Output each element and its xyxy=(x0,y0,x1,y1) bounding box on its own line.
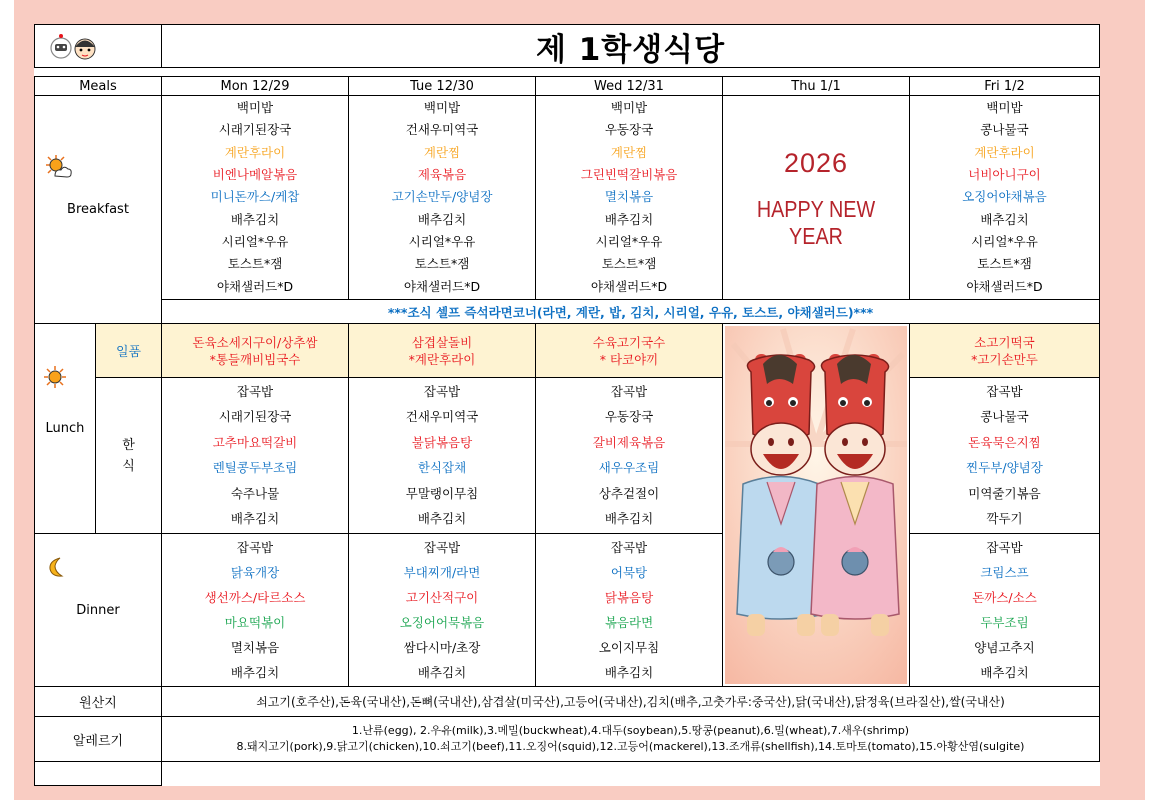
menu-item: 토스트*잼 xyxy=(977,256,1032,272)
menu-item: 잡곡밥 xyxy=(236,539,274,555)
breakfast-mon-cell xyxy=(161,95,349,300)
menu-item: 시리얼*우유 xyxy=(595,234,663,250)
menu-item: 잡곡밥 xyxy=(610,539,648,555)
menu-item: 미니돈까스/케찹 xyxy=(210,189,300,205)
ilpum-mon-cell xyxy=(161,323,349,378)
menu-item: 오이지무침 xyxy=(598,639,660,655)
menu-item: 오징어어묵볶음 xyxy=(399,614,485,630)
menu-item: 백미밥 xyxy=(986,100,1023,116)
breakfast-wed-cell xyxy=(535,95,723,300)
menu-item: 부대찌개/라면 xyxy=(403,564,481,580)
menu-item: 우동장국 xyxy=(604,409,654,425)
menu-item: 계란찜 xyxy=(610,144,648,160)
holiday-year: 2026 xyxy=(783,148,849,178)
menu-item: 잡곡밥 xyxy=(610,383,648,399)
menu-item: 제육볶음 xyxy=(417,167,467,183)
menu-item: 잡곡밥 xyxy=(986,539,1023,555)
menu-item: 닭볶음탕 xyxy=(604,589,654,605)
breakfast-label: Breakfast xyxy=(67,202,129,217)
menu-item: 콩나물국 xyxy=(980,409,1029,425)
page-title: 제 1학생식당 xyxy=(161,24,1100,68)
menu-item: 고기손만두/양념장 xyxy=(391,189,493,205)
holiday-banner-cell xyxy=(722,95,910,300)
breakfast-tue-cell xyxy=(348,95,536,300)
menu-item: 백미밥 xyxy=(423,100,461,116)
menu-item: 시래기된장국 xyxy=(218,409,292,425)
moon-icon xyxy=(47,556,67,578)
menu-item: 고기산적구이 xyxy=(405,589,479,605)
hansik-label-char: 식 xyxy=(122,458,135,474)
menu-item: 잡곡밥 xyxy=(986,383,1023,399)
lunch-mon-cell xyxy=(161,377,349,534)
menu-item: 배추김치 xyxy=(230,211,280,227)
menu-item: 계란후라이 xyxy=(224,144,286,160)
menu-item: 배추김치 xyxy=(230,664,280,680)
menu-item: 렌틸콩두부조림 xyxy=(212,460,298,476)
menu-item: 쌈다시마/초장 xyxy=(403,639,481,655)
menu-item: 불닭볶음탕 xyxy=(411,434,473,450)
allergy-line: 8.돼지고기(pork),9.닭고기(chicken),10.쇠고기(beef),11.오징어(squid),12.고등어(mackerel),13.조개류(shellfish),14.토마토(tomato),15.아황산염(sulgite) xyxy=(236,740,1025,753)
menu-item: 잡곡밥 xyxy=(423,539,461,555)
menu-item: 미역줄기볶음 xyxy=(968,485,1041,501)
ilpum-fri-cell xyxy=(909,323,1100,378)
lunch-fri-cell xyxy=(909,377,1100,534)
menu-item: 비엔나메알볶음 xyxy=(212,167,298,183)
dinner-fri-cell xyxy=(909,533,1100,687)
allergy-label: 알레르기 xyxy=(34,716,162,762)
allergy-info xyxy=(161,716,1100,762)
menu-item: 한식잡채 xyxy=(417,460,467,476)
logo-cell xyxy=(34,24,162,68)
menu-item: 깍두기 xyxy=(986,511,1023,527)
ilpum-tue-cell xyxy=(348,323,536,378)
menu-item: 닭육개장 xyxy=(230,564,280,580)
dinner-wed-cell xyxy=(535,533,723,687)
dinner-tue-cell xyxy=(348,533,536,687)
menu-item: 새우우조림 xyxy=(598,460,660,476)
menu-item: 토스트*잼 xyxy=(601,256,657,272)
lunch-tue-cell xyxy=(348,377,536,534)
ilpum-dish: 돈육소세지구이/상추쌈 xyxy=(192,334,318,350)
menu-item: 양념고추지 xyxy=(974,639,1035,655)
menu-item: 크림스프 xyxy=(980,564,1029,580)
menu-item: 야채샐러드*D xyxy=(966,278,1043,294)
hansik-label-cell xyxy=(95,377,162,534)
ilpum-dish: * 타코야끼 xyxy=(599,351,659,367)
menu-item: 건새우미역국 xyxy=(405,409,479,425)
menu-item: 야채샐러드*D xyxy=(216,278,294,294)
header-day-mon: Mon 12/29 xyxy=(161,76,349,96)
horse-mascots-illustration xyxy=(723,324,909,686)
menu-item: 배추김치 xyxy=(417,511,467,527)
ilpum-dish: 수육고기국수 xyxy=(592,334,666,350)
lunch-wed-cell xyxy=(535,377,723,534)
origin-text: 쇠고기(호주산),돈육(국내산),돈뼈(국내산),삼겹살(미국산),고등어(국내산),김치(배추,고춧가루:중국산),닭(국내산),닭정육(브라질산),쌀(국내산) xyxy=(161,686,1100,717)
menu-item: 백미밥 xyxy=(610,100,648,116)
header-meals: Meals xyxy=(34,76,162,96)
ilpum-wed-cell xyxy=(535,323,723,378)
menu-item: 오징어야채볶음 xyxy=(962,189,1047,205)
menu-item: 생선까스/타르소스 xyxy=(204,589,306,605)
menu-item: 찐두부/양념장 xyxy=(966,460,1043,476)
menu-item: 숙주나물 xyxy=(230,485,280,501)
footer-empty-right xyxy=(161,761,1100,786)
menu-item: 시리얼*우유 xyxy=(971,234,1038,250)
menu-item: 멸치볶음 xyxy=(604,189,654,205)
menu-item: 시리얼*우유 xyxy=(221,234,289,250)
menu-item: 계란찜 xyxy=(423,144,461,160)
ilpum-dish: *통들깨비빔국수 xyxy=(209,351,301,367)
holiday-illustration-cell xyxy=(722,323,910,687)
menu-item: 마요떡볶이 xyxy=(224,614,286,630)
sun-cloud-icon xyxy=(45,154,73,180)
menu-item: 어묵탕 xyxy=(610,564,648,580)
menu-item: 돈육묵은지찜 xyxy=(968,434,1041,450)
ilpum-label: 일품 xyxy=(95,323,162,378)
menu-item: 무말랭이무침 xyxy=(405,485,479,501)
menu-item: 토스트*잼 xyxy=(414,256,470,272)
menu-item: 배추김치 xyxy=(980,211,1029,227)
menu-sheet xyxy=(34,24,1100,786)
breakfast-note: ***조식 셀프 즉석라면코너(라면, 계란, 밥, 김치, 시리얼, 우유, 토스트, 야채샐러드)*** xyxy=(161,299,1100,324)
ilpum-dish: *계란후라이 xyxy=(408,351,476,367)
menu-item: 볶음라면 xyxy=(604,614,654,630)
menu-item: 상추겉절이 xyxy=(598,485,660,501)
header-day-thu: Thu 1/1 xyxy=(722,76,910,96)
ilpum-dish: 삼겹살돌비 xyxy=(411,334,473,350)
menu-item: 우동장국 xyxy=(604,122,654,138)
header-day-wed: Wed 12/31 xyxy=(535,76,723,96)
menu-item: 멸치볶음 xyxy=(230,639,280,655)
menu-item: 콩나물국 xyxy=(980,122,1029,138)
menu-item: 돈까스/소스 xyxy=(972,589,1037,605)
menu-item: 건새우미역국 xyxy=(405,122,479,138)
footer-empty-left xyxy=(34,761,162,786)
menu-item: 계란후라이 xyxy=(974,144,1035,160)
menu-item: 배추김치 xyxy=(417,211,467,227)
menu-item: 잡곡밥 xyxy=(236,383,274,399)
mascot-icon xyxy=(47,32,107,62)
menu-item: 야채샐러드*D xyxy=(590,278,668,294)
header-day-fri: Fri 1/2 xyxy=(909,76,1100,96)
menu-item: 배추김치 xyxy=(604,211,654,227)
menu-item: 야채샐러드*D xyxy=(403,278,481,294)
dinner-label: Dinner xyxy=(76,602,120,618)
dinner-label-cell xyxy=(34,533,162,687)
menu-item: 두부조림 xyxy=(980,614,1029,630)
sun-icon xyxy=(44,366,66,388)
menu-item: 시리얼*우유 xyxy=(408,234,476,250)
allergy-line: 1.난류(egg), 2.우유(milk),3.메밀(buckwheat),4.대두(soybean),5.땅콩(peanut),6.밀(wheat),7.새우(shrimp) xyxy=(351,724,910,737)
lunch-label-cell xyxy=(34,323,96,534)
dinner-mon-cell xyxy=(161,533,349,687)
header-day-tue: Tue 12/30 xyxy=(348,76,536,96)
ilpum-dish: *고기손만두 xyxy=(971,351,1038,367)
menu-item: 배추김치 xyxy=(230,511,280,527)
menu-item: 잡곡밥 xyxy=(423,383,461,399)
menu-item: 배추김치 xyxy=(604,511,654,527)
origin-label: 원산지 xyxy=(34,686,162,717)
breakfast-fri-cell xyxy=(909,95,1100,300)
menu-item: 그린빈떡갈비볶음 xyxy=(580,167,678,183)
menu-item: 갈비제육볶음 xyxy=(592,434,666,450)
ilpum-dish: 소고기떡국 xyxy=(974,334,1035,350)
hansik-label-char: 한 xyxy=(122,437,135,453)
menu-item: 백미밥 xyxy=(236,100,274,116)
menu-item: 배추김치 xyxy=(417,664,467,680)
lunch-label: Lunch xyxy=(45,421,85,436)
menu-item: 시래기된장국 xyxy=(218,122,292,138)
menu-item: 고추마요떡갈비 xyxy=(212,434,298,450)
menu-item: 배추김치 xyxy=(980,664,1029,680)
breakfast-label-cell xyxy=(34,95,162,324)
holiday-greeting: HAPPY NEW YEAR xyxy=(756,196,876,249)
menu-item: 배추김치 xyxy=(604,664,654,680)
menu-item: 너비아니구이 xyxy=(968,167,1041,183)
menu-item: 토스트*잼 xyxy=(227,256,283,272)
